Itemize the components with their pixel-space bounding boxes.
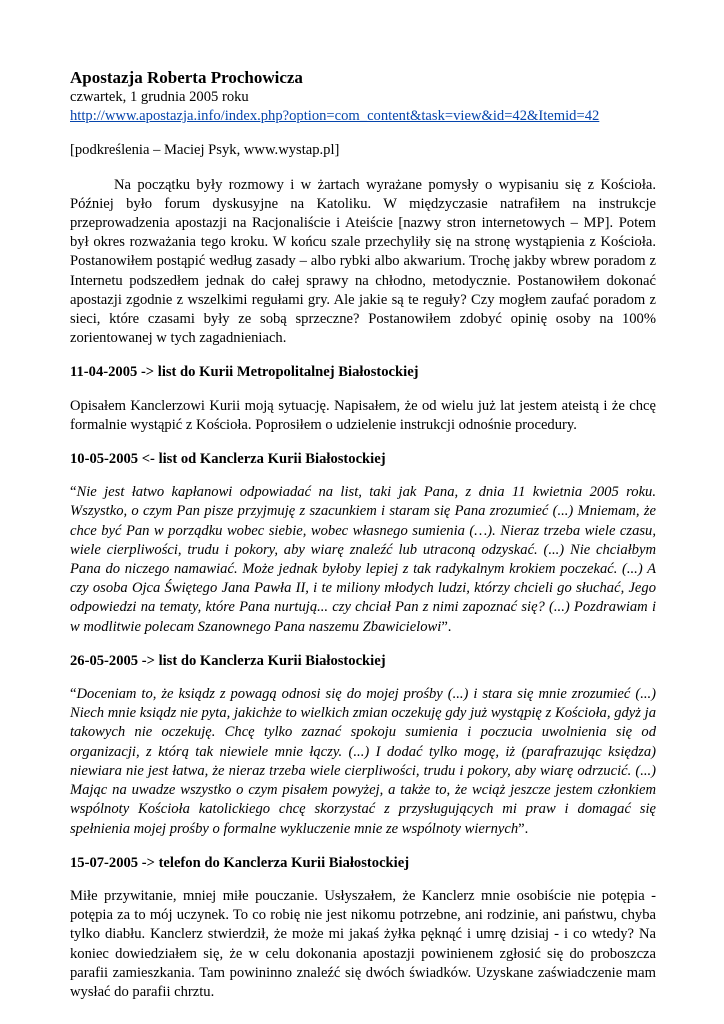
quote-text: Nie jest łatwo kapłanowi odpowiadać na list, taki jak Pana, z dnia 11 kwietnia 2005 roku. Wszystko, o czym Pan pisze przyjmuję z szacunkiem i staram się Pana zrozumieć (...) Mniemam, że chce być Pan w porządku wobec siebie, wobec własnego sumienia (…). Nieraz trzeba wiele czasu, wiele cierpliwości, trudu i pokory, aby wiarę znaleźć lub utraconą odzyskać. (...) Nie chciałbym Pana do niczego namawiać. Może jednak byłoby lepiej z tak radykalnym krokiem poczekać. (...) A czy osoba Ojca Świętego Jana Pawła II, i te miliony młodych ludzi, którzy chcieli go słuchać, Jego odpowiedzi na tematy, które Pana nurtują... czy chciał Pan z nimi zapoznać się? (...) Pozdrawiam i w modlitwie polecam Szanownego Pana naszemu Zbawicielowi xyxy=(70,484,656,635)
quote-close-mark: ”. xyxy=(518,820,529,837)
section-heading-4: 15-07-2005 -> telefon do Kanclerza Kurii Białostockiej xyxy=(70,854,410,871)
editor-note: [podkreślenia – Maciej Psyk, www.wystap.pl] xyxy=(70,142,340,159)
section-quote-2 xyxy=(70,483,656,637)
quote-close-mark: ”. xyxy=(441,618,452,635)
section-quote-3 xyxy=(70,685,656,839)
quote-open-mark: “ xyxy=(70,484,77,501)
source-url-link[interactable]: http://www.apostazja.info/index.php?option=com_content&task=view&id=42&Itemid=42 xyxy=(70,108,600,125)
publication-date: czwartek, 1 grudnia 2005 roku xyxy=(70,89,249,105)
section-heading-2: 10-05-2005 <- list od Kanclerza Kurii Białostockiej xyxy=(70,451,386,468)
intro-paragraph: Na początku były rozmowy i w żartach wyrażane pomysły o wypisaniu się z Kościoła. Później było forum dyskusyjne na Katoliku. W międzyczasie natrafiłem na instrukcje przeprowadzenia apostazji na Racjonaliście i Ateiście [nazwy stron internetowych – MP]. Potem był okres rozważania tego kroku. W końcu szale przechyliły się na stronę wystąpienia z Kościoła. Postanowiłem postąpić według zasady – albo rybki albo akwarium. Trochę jakby wbrew poradom z Internetu podszedłem jednak do całej sprawy na chłodno, metodycznie. Postanowiłem dokonać apostazji zgodnie z wszelkimi regułami gry. Ale jakie są te reguły? Czy mogłem zaufać poradom z sieci, które czasami były ze sobą sprzeczne? Postanowiłem zdobyć opinię osoby na 100% zorientowanej w tych zagadnieniach. xyxy=(70,176,656,347)
quote-text: Doceniam to, że ksiądz z powagą odnosi się do mojej prośby (...) i stara się mnie zrozumieć (...) Niech mnie ksiądz nie pyta, jakichże to wielkich zmian oczekuję gdy już wystąpię z Kościoła, gdyż ja takowych nie oczekuję. Chcę tylko zaznać spokoju sumienia i poczucia uwolnienia się od organizacji, z którą tak niewiele mnie łączy. (...) I dodać tylko mogę, iż (parafrazując księdza) niewiara nie jest łatwa, że nieraz trzeba wiele cierpliwości, trudu i pokory, aby wiarę odrzucić. (...) Mając na uwadze wszystko o czym pisałem powyżej, a także to, że wciąż jeszcze jestem członkiem wspólnoty Kościoła katolickiego chcę skorzystać z przysługujących mi praw i domagać się spełnienia mojej prośby o formalne wykluczenie mnie ze wspólnoty wiernych xyxy=(70,686,656,837)
quote-open-mark: “ xyxy=(70,686,77,703)
section-heading-3: 26-05-2005 -> list do Kanclerza Kurii Białostockiej xyxy=(70,652,386,669)
section-text-1: Opisałem Kanclerzowi Kurii moją sytuację. Napisałem, że od wielu już lat jestem ateistą i że chcę formalnie wystąpić z Kościoła. Poprosiłem o udzielenie instrukcji odnośnie procedury. xyxy=(70,397,656,433)
document-title: Apostazja Roberta Prochowicza xyxy=(70,68,303,87)
source-link-line xyxy=(70,107,656,126)
section-heading-1: 11-04-2005 -> list do Kurii Metropolitalnej Białostockiej xyxy=(70,364,419,381)
section-text-4: Miłe przywitanie, mniej miłe pouczanie. Usłyszałem, że Kanclerz mnie osobiście nie potępia - potępia za to mój uczynek. To co robię nie jest nikomu potrzebne, ani rodzinie, ani państwu, chyba tylko diabłu. Kanclerz stwierdził, że może mi jakaś żyłka pęknąć i umrę dzisiaj - i co wtedy? Na koniec dowiedziałem się, że w celu dokonania apostazji powinienem zgłosić się do proboszcza parafii zamieszkania. Tam powininno znaleźć się dwóch świadków. Uzyskane zaświadczenie mam wysłać do parafii chrztu. xyxy=(70,887,656,1000)
